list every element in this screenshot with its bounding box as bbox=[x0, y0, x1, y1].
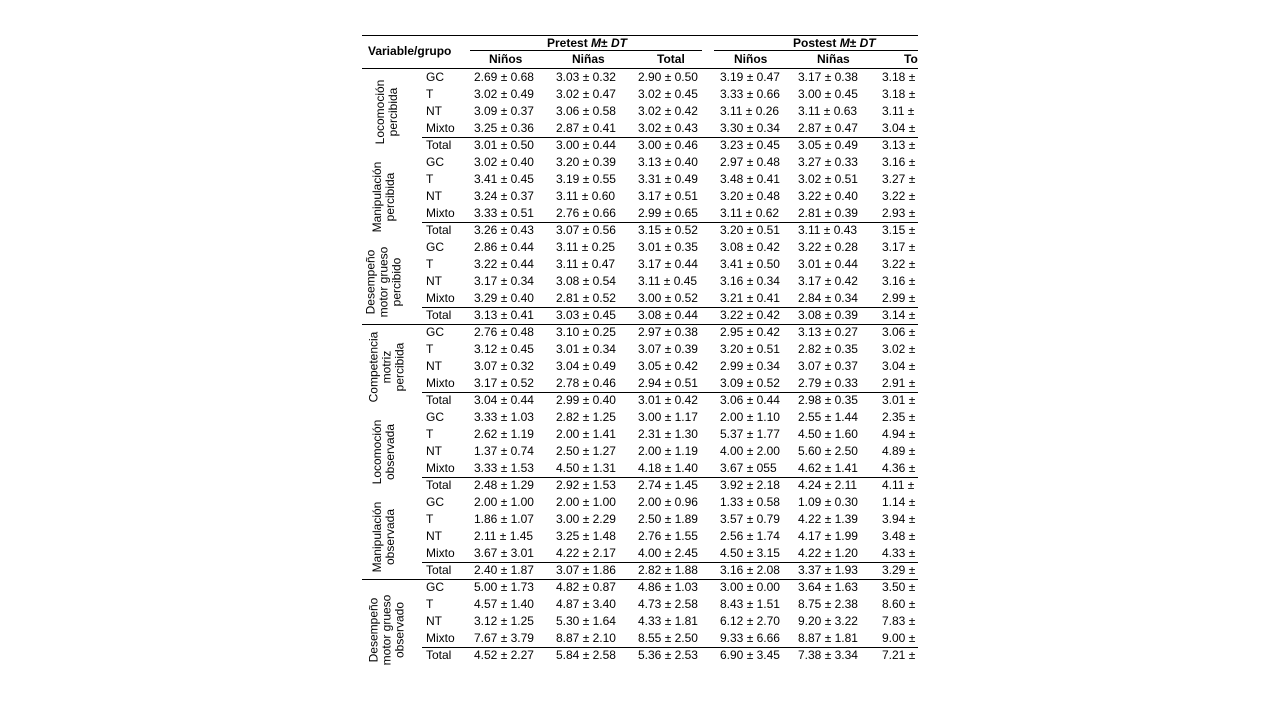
table-cell: 3.16 ± 2.08 bbox=[720, 563, 780, 577]
table-cell: 3.18 ± bbox=[882, 70, 916, 84]
table-cell: 4.87 ± 3.40 bbox=[556, 597, 616, 611]
row-group-label: Mixto bbox=[426, 631, 455, 645]
table-cell: 3.11 ± 0.47 bbox=[556, 257, 616, 271]
section-label-line: motor grueso bbox=[379, 594, 394, 666]
table-cell: 1.37 ± 0.74 bbox=[474, 444, 534, 458]
table-cell: 4.73 ± 2.58 bbox=[638, 597, 698, 611]
table-cell: 2.92 ± 1.53 bbox=[556, 478, 616, 492]
table-cell: 3.03 ± 0.32 bbox=[556, 70, 616, 84]
section-label-line: motriz bbox=[379, 350, 394, 383]
table-cell: 3.14 ± bbox=[882, 308, 916, 322]
table-cell: 6.90 ± 3.45 bbox=[720, 648, 780, 662]
table-cell: 2.82 ± 0.35 bbox=[798, 342, 858, 356]
table-cell: 3.67 ± 055 bbox=[720, 461, 777, 475]
table-cell: 3.48 ± bbox=[882, 529, 916, 543]
table-cell: 3.94 ± bbox=[882, 512, 916, 526]
table-cell: 3.22 ± 0.40 bbox=[798, 189, 858, 203]
table-cell: 3.20 ± 0.48 bbox=[720, 189, 780, 203]
table-cell: 3.00 ± 0.44 bbox=[556, 138, 616, 152]
row-group-label: NT bbox=[426, 274, 442, 288]
table-cell: 4.33 ± bbox=[882, 546, 916, 560]
table-cell: 3.29 ± 0.40 bbox=[474, 291, 534, 305]
row-group-label: Mixto bbox=[426, 206, 455, 220]
table-cell: 5.84 ± 2.58 bbox=[556, 648, 616, 662]
table-cell: 3.01 ± 0.34 bbox=[556, 342, 616, 356]
table-cell: 2.00 ± 1.19 bbox=[638, 444, 698, 458]
table-cell: 2.62 ± 1.19 bbox=[474, 427, 534, 441]
table-cell: 2.56 ± 1.74 bbox=[720, 529, 780, 543]
table-cell: 3.19 ± 0.47 bbox=[720, 70, 780, 84]
section-label bbox=[365, 246, 404, 317]
table-cell: 3.67 ± 3.01 bbox=[474, 546, 534, 560]
table-cell: 3.17 ± 0.51 bbox=[638, 189, 698, 203]
table-cell: 2.50 ± 1.89 bbox=[638, 512, 698, 526]
table-cell: 3.09 ± 0.52 bbox=[720, 376, 780, 390]
section-label-line: percibida bbox=[392, 342, 407, 391]
table-cell: 4.22 ± 1.39 bbox=[798, 512, 858, 526]
table-cell: 2.97 ± 0.38 bbox=[638, 325, 698, 339]
row-group-label: GC bbox=[426, 410, 444, 424]
table-cell: 3.16 ± bbox=[882, 274, 916, 288]
table-cell: 4.24 ± 2.11 bbox=[798, 478, 858, 492]
table-cell: 3.13 ± bbox=[882, 138, 916, 152]
table-cell: 2.69 ± 0.68 bbox=[474, 70, 534, 84]
table-cell: 2.86 ± 0.44 bbox=[474, 240, 534, 254]
table-cell: 2.94 ± 0.51 bbox=[638, 376, 698, 390]
table-cell: 2.76 ± 1.55 bbox=[638, 529, 698, 543]
table-cell: 3.57 ± 0.79 bbox=[720, 512, 780, 526]
table-cell: 5.36 ± 2.53 bbox=[638, 648, 698, 662]
row-group-label: Mixto bbox=[426, 376, 455, 390]
table-cell: 4.89 ± bbox=[882, 444, 916, 458]
table-cell: 2.50 ± 1.27 bbox=[556, 444, 616, 458]
row-group-label: Total bbox=[426, 648, 452, 662]
table-cell: 4.18 ± 1.40 bbox=[638, 461, 698, 475]
table-cell: 7.83 ± bbox=[882, 614, 916, 628]
table-cell: 3.00 ± 1.17 bbox=[638, 410, 698, 424]
table-cell: 2.99 ± 0.34 bbox=[720, 359, 780, 373]
table-cell: 4.50 ± 1.31 bbox=[556, 461, 616, 475]
row-group-label: T bbox=[426, 87, 434, 101]
table-cell: 1.14 ± bbox=[882, 495, 916, 509]
row-group-label: T bbox=[426, 512, 434, 526]
row-group-label: GC bbox=[426, 155, 444, 169]
table-cell: 3.33 ± 0.66 bbox=[720, 87, 780, 101]
table-cell: 3.11 ± 0.62 bbox=[720, 206, 780, 220]
table-cell: 3.06 ± bbox=[882, 325, 916, 339]
table-cell: 5.00 ± 1.73 bbox=[474, 580, 534, 594]
table-cell: 1.86 ± 1.07 bbox=[474, 512, 534, 526]
table-cell: 2.98 ± 0.35 bbox=[798, 393, 858, 407]
pretest-header bbox=[547, 36, 627, 50]
table-cell: 3.02 ± 0.43 bbox=[638, 121, 698, 135]
table-cell: 3.25 ± 0.36 bbox=[474, 121, 534, 135]
col-header-post-ninos: Niños bbox=[734, 52, 768, 66]
table-cell: 3.11 ± 0.43 bbox=[798, 223, 858, 237]
table-cell: 2.87 ± 0.41 bbox=[556, 121, 616, 135]
pretest-sd-symbol: DT bbox=[610, 36, 627, 50]
section-label-line: observado bbox=[392, 601, 407, 659]
table-cell: 4.52 ± 2.27 bbox=[474, 648, 534, 662]
total-row-rule bbox=[422, 137, 918, 138]
table-cell: 3.11 ± 0.26 bbox=[720, 104, 780, 118]
table-cell: 3.02 ± 0.42 bbox=[638, 104, 698, 118]
table-cell: 3.18 ± bbox=[882, 87, 916, 101]
row-group-label: T bbox=[426, 597, 434, 611]
table-cell: 4.33 ± 1.81 bbox=[638, 614, 698, 628]
table-cell: 2.82 ± 1.25 bbox=[556, 410, 616, 424]
table-cell: 4.11 ± bbox=[882, 478, 915, 492]
row-group-label: Total bbox=[426, 223, 452, 237]
table-cell: 4.22 ± 2.17 bbox=[556, 546, 616, 560]
table-cell: 1.09 ± 0.30 bbox=[798, 495, 858, 509]
table-cell: 2.48 ± 1.29 bbox=[474, 478, 534, 492]
table-cell: 2.81 ± 0.39 bbox=[798, 206, 858, 220]
table-cell: 3.48 ± 0.41 bbox=[720, 172, 780, 186]
table-cell: 3.05 ± 0.42 bbox=[638, 359, 698, 373]
table-cell: 3.33 ± 1.53 bbox=[474, 461, 534, 475]
table-cell: 6.12 ± 2.70 bbox=[720, 614, 780, 628]
section-label-line: Competencia bbox=[366, 331, 381, 402]
table-cell: 3.00 ± 0.00 bbox=[720, 580, 780, 594]
table-cell: 3.01 ± 0.50 bbox=[474, 138, 534, 152]
row-group-label: Total bbox=[426, 478, 452, 492]
table-cell: 3.03 ± 0.45 bbox=[556, 308, 616, 322]
col-header-pre-total: Total bbox=[657, 52, 685, 66]
table-cell: 2.00 ± 1.10 bbox=[720, 410, 780, 424]
table-cell: 3.21 ± 0.41 bbox=[720, 291, 780, 305]
table-cell: 2.99 ± bbox=[882, 291, 916, 305]
table-cell: 3.27 ± 0.33 bbox=[798, 155, 858, 169]
results-table bbox=[362, 33, 918, 673]
section-label-line: percibido bbox=[389, 257, 404, 306]
table-cell: 3.12 ± 1.25 bbox=[474, 614, 534, 628]
table-cell: 2.35 ± bbox=[882, 410, 916, 424]
table-cell: 3.07 ± 0.32 bbox=[474, 359, 534, 373]
table-cell: 4.57 ± 1.40 bbox=[474, 597, 534, 611]
row-group-label: GC bbox=[426, 240, 444, 254]
row-group-label: Mixto bbox=[426, 546, 455, 560]
section-label-line: motor grueso bbox=[376, 246, 391, 317]
table-cell: 3.01 ± 0.42 bbox=[638, 393, 698, 407]
table-cell: 3.01 ± bbox=[882, 393, 916, 407]
table-cell: 4.17 ± 1.99 bbox=[798, 529, 858, 543]
total-row-rule bbox=[422, 392, 918, 393]
row-group-label: GC bbox=[426, 70, 444, 84]
table-cell: 4.82 ± 0.87 bbox=[556, 580, 616, 594]
table-cell: 2.00 ± 1.00 bbox=[474, 495, 534, 509]
table-cell: 3.20 ± 0.51 bbox=[720, 223, 780, 237]
row-group-label: Mixto bbox=[426, 461, 455, 475]
table-cell: 2.76 ± 0.48 bbox=[474, 325, 534, 339]
row-group-label: Mixto bbox=[426, 121, 455, 135]
total-row-rule bbox=[422, 307, 918, 308]
table-cell: 8.87 ± 1.81 bbox=[798, 631, 858, 645]
table-cell: 8.55 ± 2.50 bbox=[638, 631, 698, 645]
row-group-label: Total bbox=[426, 393, 452, 407]
table-cell: 3.04 ± bbox=[882, 121, 916, 135]
table-cell: 3.17 ± 0.38 bbox=[798, 70, 858, 84]
row-group-label: Total bbox=[426, 308, 452, 322]
row-group-label: NT bbox=[426, 529, 442, 543]
pretest-mean-symbol: M bbox=[591, 36, 602, 50]
table-cell: 3.11 ± 0.25 bbox=[556, 240, 616, 254]
table-cell: 8.87 ± 2.10 bbox=[556, 631, 616, 645]
section-label-line: percibida bbox=[386, 87, 400, 136]
table-cell: 2.99 ± 0.65 bbox=[638, 206, 698, 220]
table-cell: 2.84 ± 0.34 bbox=[798, 291, 858, 305]
table-cell: 2.76 ± 0.66 bbox=[556, 206, 616, 220]
row-group-label: Mixto bbox=[426, 291, 455, 305]
table-cell: 3.11 ± 0.60 bbox=[556, 189, 616, 203]
postest-mean-symbol: M bbox=[839, 36, 850, 50]
table-cell: 3.22 ± bbox=[882, 189, 916, 203]
section-label bbox=[368, 595, 407, 666]
section-label bbox=[368, 331, 407, 402]
table-cell: 3.05 ± 0.49 bbox=[798, 138, 858, 152]
table-cell: 3.07 ± 0.37 bbox=[798, 359, 858, 373]
table-cell: 2.81 ± 0.52 bbox=[556, 291, 616, 305]
row-group-label: NT bbox=[426, 614, 442, 628]
table-cell: 3.17 ± 0.44 bbox=[638, 257, 698, 271]
table-cell: 3.11 ± bbox=[882, 104, 915, 118]
table-cell: 4.22 ± 1.20 bbox=[798, 546, 858, 560]
row-group-label: T bbox=[426, 172, 434, 186]
section-label-line: Desempeño bbox=[363, 249, 378, 314]
table-cell: 3.16 ± 0.34 bbox=[720, 274, 780, 288]
table-cell: 2.82 ± 1.88 bbox=[638, 563, 698, 577]
row-group-label: GC bbox=[426, 325, 444, 339]
row-group-label: GC bbox=[426, 580, 444, 594]
section-label-line: Desempeño bbox=[366, 597, 381, 663]
table-cell: 3.17 ± bbox=[882, 240, 916, 254]
table-cell: 8.60 ± bbox=[882, 597, 916, 611]
table-cell: 3.02 ± 0.49 bbox=[474, 87, 534, 101]
table-cell: 3.12 ± 0.45 bbox=[474, 342, 534, 356]
col-header-pre-ninas: Niñas bbox=[572, 52, 605, 66]
table-cell: 3.11 ± 0.45 bbox=[638, 274, 698, 288]
table-cell: 3.02 ± bbox=[882, 342, 916, 356]
table-cell: 3.00 ± 0.46 bbox=[638, 138, 698, 152]
table-cell: 2.93 ± bbox=[882, 206, 916, 220]
table-cell: 3.15 ± bbox=[882, 223, 916, 237]
table-cell: 3.02 ± 0.40 bbox=[474, 155, 534, 169]
total-row-rule bbox=[422, 562, 918, 563]
table-cell: 9.20 ± 3.22 bbox=[798, 614, 858, 628]
col-header-post-total: To bbox=[904, 52, 918, 66]
table-cell: 3.02 ± 0.51 bbox=[798, 172, 858, 186]
table-cell: 3.64 ± 1.63 bbox=[798, 580, 858, 594]
table-cell: 3.19 ± 0.55 bbox=[556, 172, 616, 186]
table-cell: 3.00 ± 0.45 bbox=[798, 87, 858, 101]
table-cell: 3.10 ± 0.25 bbox=[556, 325, 616, 339]
table-cell: 3.22 ± 0.42 bbox=[720, 308, 780, 322]
table-cell: 3.00 ± 0.52 bbox=[638, 291, 698, 305]
table-cell: 5.60 ± 2.50 bbox=[798, 444, 858, 458]
table-cell: 3.30 ± 0.34 bbox=[720, 121, 780, 135]
postest-header bbox=[793, 36, 876, 50]
table-cell: 2.78 ± 0.46 bbox=[556, 376, 616, 390]
table-cell: 3.13 ± 0.27 bbox=[798, 325, 858, 339]
table-cell: 3.26 ± 0.43 bbox=[474, 223, 534, 237]
table-cell: 3.50 ± bbox=[882, 580, 916, 594]
col-header-pre-ninos: Niños bbox=[489, 52, 523, 66]
table-cell: 7.67 ± 3.79 bbox=[474, 631, 534, 645]
table-cell: 3.37 ± 1.93 bbox=[798, 563, 858, 577]
total-row-rule bbox=[422, 222, 918, 223]
table-cell: 2.55 ± 1.44 bbox=[798, 410, 858, 424]
table-cell: 2.97 ± 0.48 bbox=[720, 155, 780, 169]
table-cell: 3.08 ± 0.54 bbox=[556, 274, 616, 288]
table-cell: 2.00 ± 1.00 bbox=[556, 495, 616, 509]
table-cell: 3.41 ± 0.45 bbox=[474, 172, 534, 186]
table-cell: 2.95 ± 0.42 bbox=[720, 325, 780, 339]
table-cell: 4.00 ± 2.00 bbox=[720, 444, 780, 458]
table-cell: 4.50 ± 3.15 bbox=[720, 546, 780, 560]
section-label-line: Locomoción bbox=[373, 79, 387, 144]
table-cell: 3.00 ± 2.29 bbox=[556, 512, 616, 526]
table-cell: 4.94 ± bbox=[882, 427, 916, 441]
table-cell: 3.20 ± 0.39 bbox=[556, 155, 616, 169]
section-label bbox=[371, 161, 397, 232]
table-cell: 3.11 ± 0.63 bbox=[798, 104, 858, 118]
postest-pm-symbol: ± bbox=[849, 36, 857, 50]
table-cell: 2.90 ± 0.50 bbox=[638, 70, 698, 84]
pretest-rule bbox=[470, 50, 702, 51]
header-bottom-rule bbox=[362, 68, 918, 69]
section-label bbox=[374, 79, 400, 144]
table-cell: 3.17 ± 0.42 bbox=[798, 274, 858, 288]
table-cell: 2.11 ± 1.45 bbox=[474, 529, 534, 543]
table-cell: 3.09 ± 0.37 bbox=[474, 104, 534, 118]
section-label-line: observada bbox=[383, 423, 397, 480]
table-cell: 3.06 ± 0.44 bbox=[720, 393, 780, 407]
table-cell: 3.08 ± 0.42 bbox=[720, 240, 780, 254]
row-group-label: Total bbox=[426, 563, 452, 577]
row-group-label: NT bbox=[426, 444, 442, 458]
table-cell: 7.21 ± bbox=[882, 648, 916, 662]
table-cell: 7.38 ± 3.34 bbox=[798, 648, 858, 662]
table-cell: 3.92 ± 2.18 bbox=[720, 478, 780, 492]
postest-label: Postest bbox=[793, 36, 837, 50]
table-cell: 3.29 ± bbox=[882, 563, 916, 577]
postest-sd-symbol: DT bbox=[859, 36, 876, 50]
table-cell: 2.87 ± 0.47 bbox=[798, 121, 858, 135]
table-cell: 3.25 ± 1.48 bbox=[556, 529, 616, 543]
table-cell: 5.30 ± 1.64 bbox=[556, 614, 616, 628]
table-cell: 3.24 ± 0.37 bbox=[474, 189, 534, 203]
section-label-line: Manipulación bbox=[370, 501, 384, 572]
table-cell: 4.36 ± bbox=[882, 461, 916, 475]
table-cell: 3.31 ± 0.49 bbox=[638, 172, 698, 186]
table-cell: 3.15 ± 0.52 bbox=[638, 223, 698, 237]
table-cell: 3.06 ± 0.58 bbox=[556, 104, 616, 118]
table-cell: 3.04 ± 0.44 bbox=[474, 393, 534, 407]
table-cell: 3.17 ± 0.52 bbox=[474, 376, 534, 390]
table-cell: 2.31 ± 1.30 bbox=[638, 427, 698, 441]
table-cell: 2.99 ± 0.40 bbox=[556, 393, 616, 407]
table-cell: 3.07 ± 0.56 bbox=[556, 223, 616, 237]
row-group-label: GC bbox=[426, 495, 444, 509]
table-cell: 1.33 ± 0.58 bbox=[720, 495, 780, 509]
table-cell: 3.41 ± 0.50 bbox=[720, 257, 780, 271]
table-cell: 8.75 ± 2.38 bbox=[798, 597, 858, 611]
table-cell: 3.22 ± 0.44 bbox=[474, 257, 534, 271]
table-cell: 2.00 ± 1.41 bbox=[556, 427, 616, 441]
table-cell: 2.91 ± bbox=[882, 376, 916, 390]
table-cell: 9.33 ± 6.66 bbox=[720, 631, 780, 645]
table-cell: 3.02 ± 0.45 bbox=[638, 87, 698, 101]
section-label-line: Locomoción bbox=[370, 419, 384, 484]
table-cell: 4.62 ± 1.41 bbox=[798, 461, 858, 475]
table-cell: 3.04 ± 0.49 bbox=[556, 359, 616, 373]
table-cell: 3.16 ± bbox=[882, 155, 916, 169]
section-label bbox=[371, 419, 397, 484]
row-group-label: T bbox=[426, 257, 434, 271]
row-group-label: T bbox=[426, 427, 434, 441]
table-cell: 4.00 ± 2.45 bbox=[638, 546, 698, 560]
postest-rule bbox=[714, 50, 918, 51]
table-cell: 9.00 ± bbox=[882, 631, 916, 645]
table-cell: 3.01 ± 0.35 bbox=[638, 240, 698, 254]
col-header-post-ninas: Niñas bbox=[817, 52, 850, 66]
table-cell: 3.13 ± 0.41 bbox=[474, 308, 534, 322]
section-label bbox=[371, 501, 397, 572]
table-cell: 4.50 ± 1.60 bbox=[798, 427, 858, 441]
table-cell: 3.08 ± 0.44 bbox=[638, 308, 698, 322]
table-cell: 2.79 ± 0.33 bbox=[798, 376, 858, 390]
table-cell: 8.43 ± 1.51 bbox=[720, 597, 780, 611]
table-cell: 3.22 ± bbox=[882, 257, 916, 271]
table-cell: 3.08 ± 0.39 bbox=[798, 308, 858, 322]
table-cell: 3.22 ± 0.28 bbox=[798, 240, 858, 254]
table-cell: 3.02 ± 0.47 bbox=[556, 87, 616, 101]
table-cell: 5.37 ± 1.77 bbox=[720, 427, 780, 441]
table-cell: 3.07 ± 1.86 bbox=[556, 563, 616, 577]
row-group-label: NT bbox=[426, 359, 442, 373]
total-row-rule bbox=[422, 647, 918, 648]
table-cell: 4.86 ± 1.03 bbox=[638, 580, 698, 594]
row-group-label: NT bbox=[426, 104, 442, 118]
row-group-label: Total bbox=[426, 138, 452, 152]
table-cell: 3.07 ± 0.39 bbox=[638, 342, 698, 356]
section-label-line: Manipulación bbox=[370, 161, 384, 232]
section-label-line: percibida bbox=[383, 172, 397, 221]
table-cell: 3.13 ± 0.40 bbox=[638, 155, 698, 169]
row-group-label: NT bbox=[426, 189, 442, 203]
row-group-label: T bbox=[426, 342, 434, 356]
pretest-pm-symbol: ± bbox=[601, 36, 608, 50]
table-cell: 2.00 ± 0.96 bbox=[638, 495, 698, 509]
table-cell: 3.33 ± 1.03 bbox=[474, 410, 534, 424]
total-row-rule bbox=[422, 477, 918, 478]
table-cell: 3.01 ± 0.44 bbox=[798, 257, 858, 271]
table-cell: 3.27 ± bbox=[882, 172, 916, 186]
table-cell: 3.23 ± 0.45 bbox=[720, 138, 780, 152]
table-cell: 2.74 ± 1.45 bbox=[638, 478, 698, 492]
table-cell: 3.20 ± 0.51 bbox=[720, 342, 780, 356]
table-cell: 3.33 ± 0.51 bbox=[474, 206, 534, 220]
variable-group-header: Variable/grupo bbox=[368, 44, 452, 58]
section-label-line: observada bbox=[383, 508, 397, 565]
table-cell: 3.04 ± bbox=[882, 359, 916, 373]
table-cell: 2.40 ± 1.87 bbox=[474, 563, 534, 577]
pretest-label: Pretest bbox=[547, 36, 588, 50]
table-cell: 3.17 ± 0.34 bbox=[474, 274, 534, 288]
